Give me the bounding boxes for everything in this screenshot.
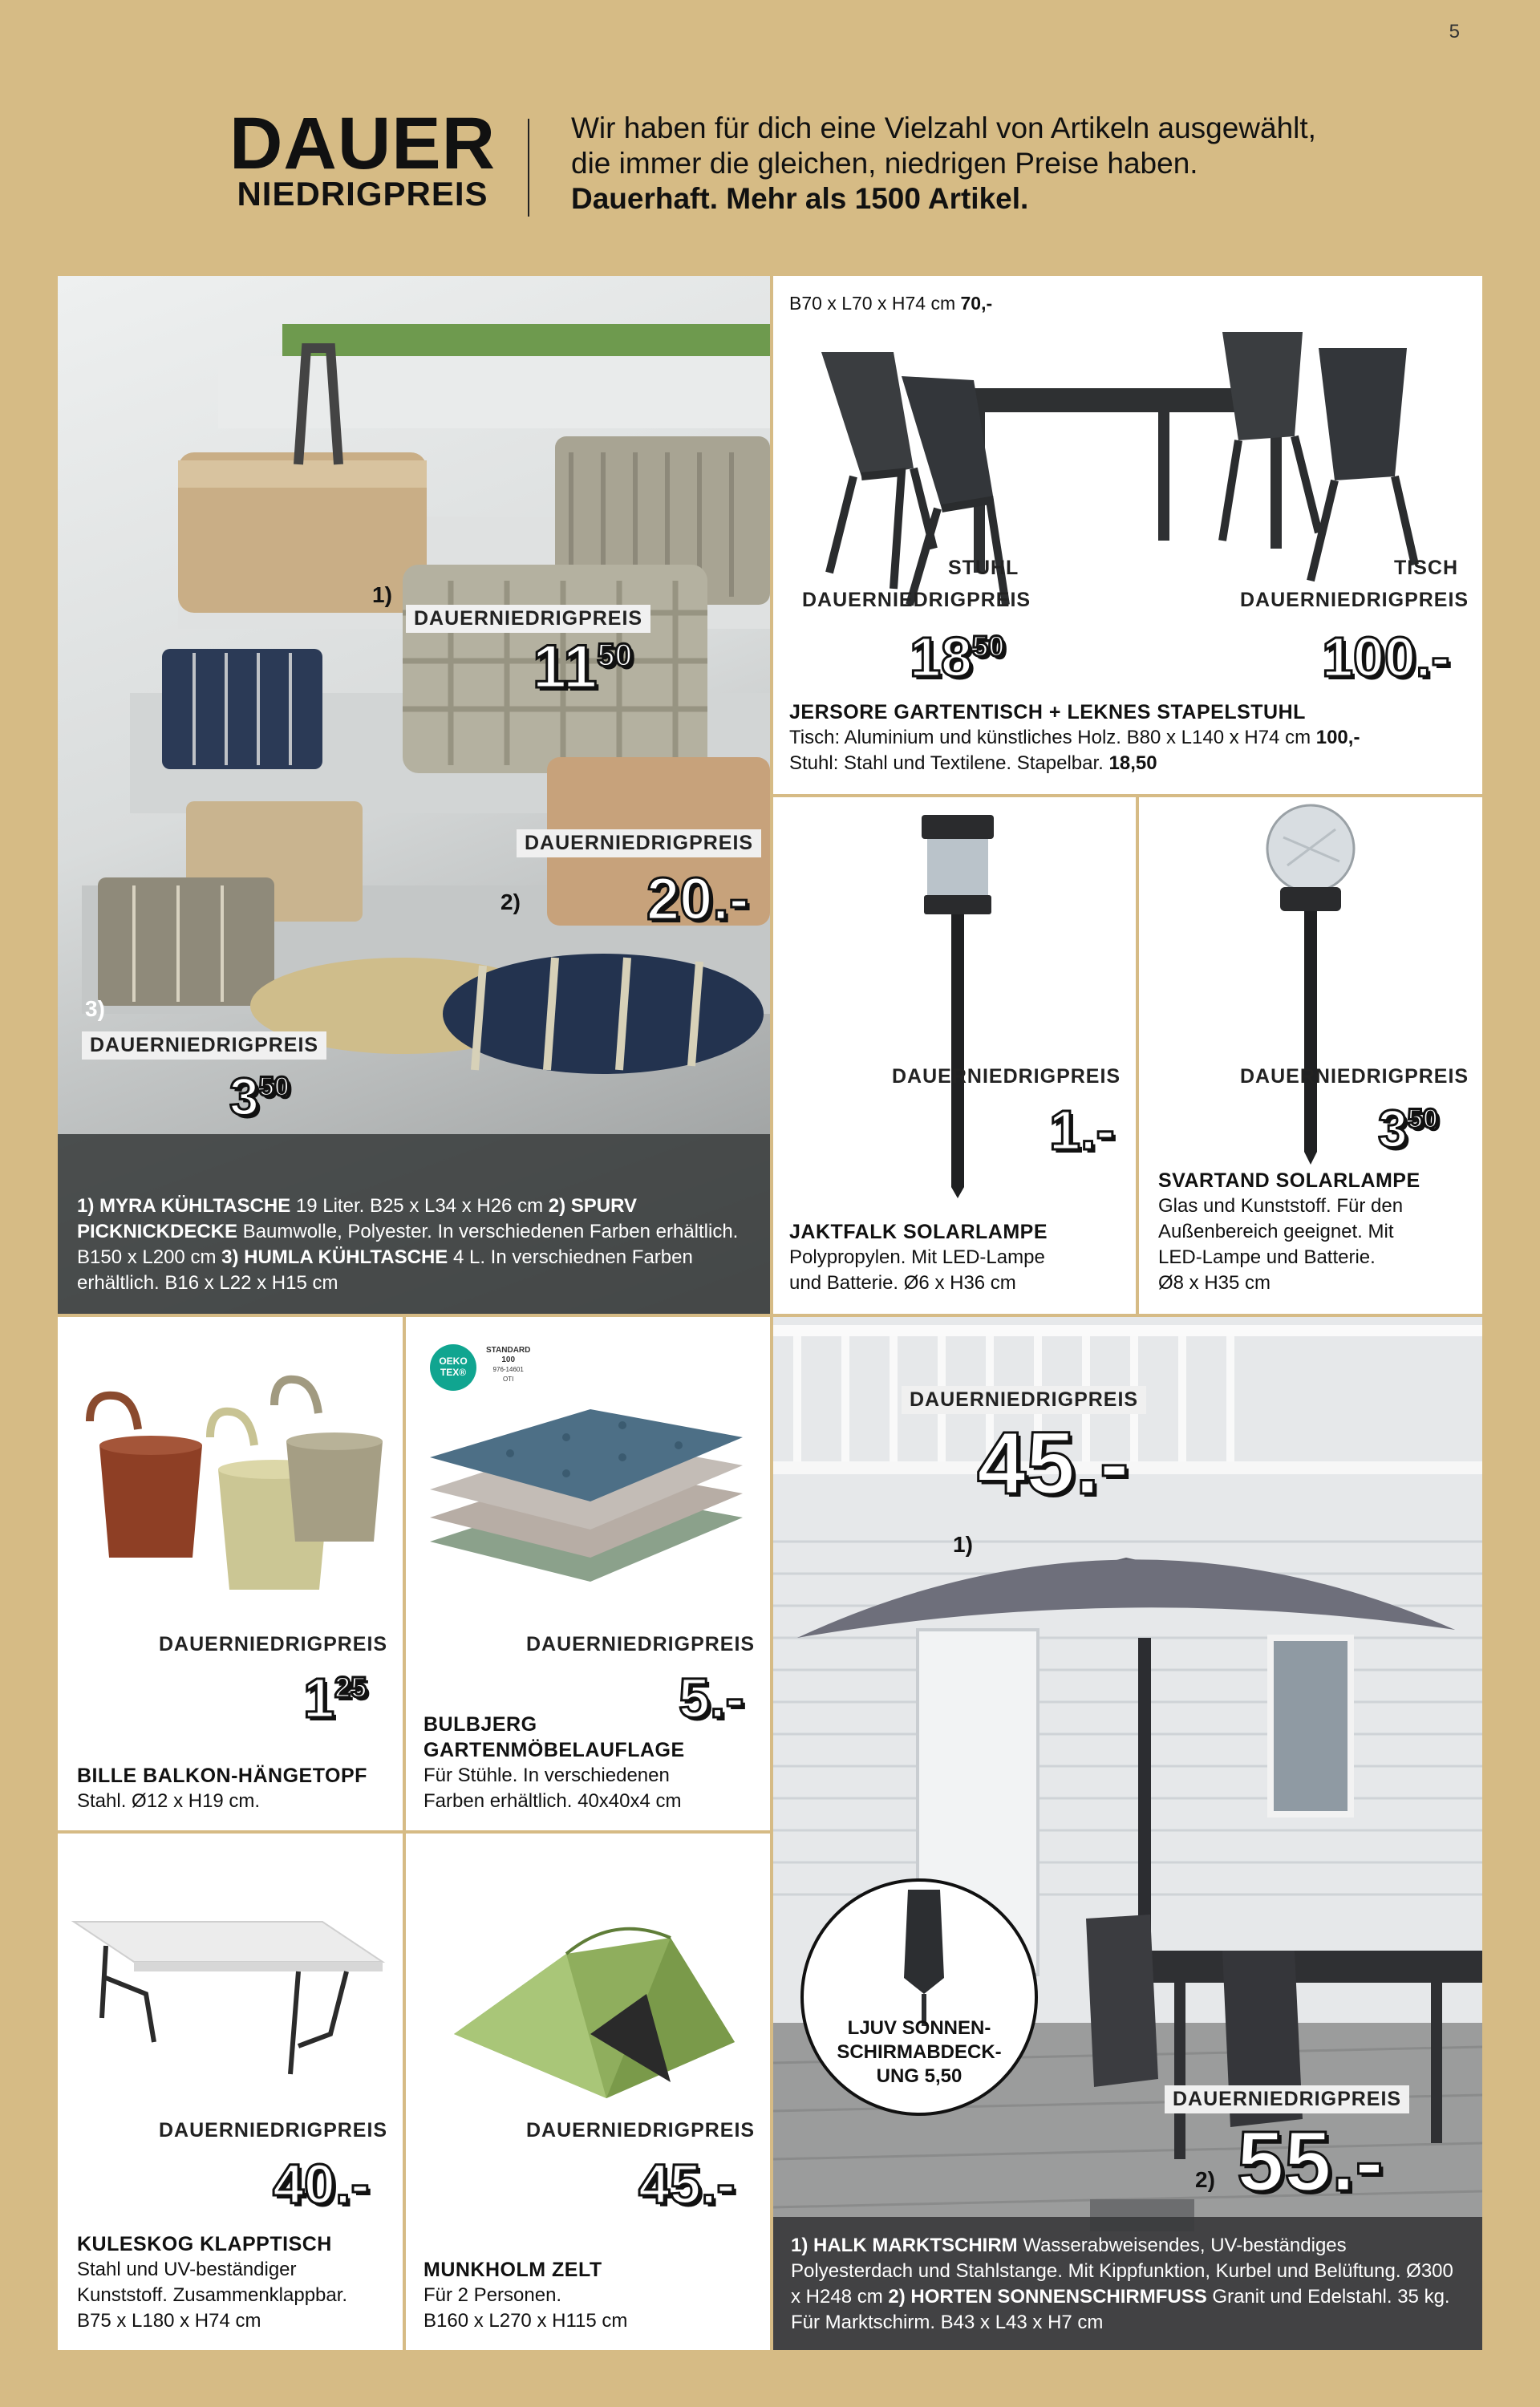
price-label-jaktfalk: DAUERNIEDRIGPREIS (892, 1065, 1121, 1088)
picnic-desc-2: 2) SPURV PICKNICKDECKE (77, 1195, 637, 1242)
picnic-desc-4: 3) HUMLA KÜHLTASCHE (221, 1246, 448, 1268)
price-halk: 45.- (977, 1414, 1129, 1513)
price-jaktfalk: 1.- (1049, 1099, 1115, 1161)
standard-code: 976-14601 (492, 1366, 524, 1373)
munkholm-title: MUNKHOLM ZELT (424, 2259, 602, 2281)
garden-set-line-2 (789, 751, 1471, 776)
price-label-tisch: DAUERNIEDRIGPREIS (1240, 589, 1469, 611)
picnic-cell (58, 276, 770, 1314)
oeko-line-1: OEKO (439, 1355, 468, 1367)
svartand-desc-1: Glas und Kunststoff. Für den (1158, 1195, 1404, 1217)
munkholm-tent-image (406, 1834, 770, 2122)
bulbjerg-desc-1: Für Stühle. In verschiedenen (424, 1765, 670, 1786)
cover-line-1: LJUV SONNEN- (847, 2017, 991, 2039)
cover-text (804, 2016, 1035, 2089)
svartand-desc-3: LED-Lampe und Batterie. (1158, 1246, 1376, 1268)
umbrella-desc-2: 2) HORTEN SONNENSCHIRMFUSS (888, 2286, 1207, 2308)
garden-set-line-1-a: Tisch: Aluminium und künstliches Holz. B80 x L140 x H74 cm (789, 727, 1316, 748)
page-number: 5 (1449, 21, 1460, 43)
price-label-bulbjerg: DAUERNIEDRIGPREIS (526, 1633, 756, 1655)
garden-set-text (789, 699, 1471, 776)
kuleskog-text (77, 2231, 398, 2334)
umbrella-marker-2: 2) (1195, 2167, 1215, 2192)
price-humla-sup: 50 (258, 1072, 290, 1102)
bille-desc: Stahl. Ø12 x H19 cm. (77, 1790, 261, 1812)
price-myra-sup: 50 (597, 638, 633, 673)
header-line-1: Wir haben für dich eine Vielzahl von Artikeln ausgewählt, (571, 111, 1316, 144)
picnic-desc-1: 19 Liter. B25 x L34 x H26 cm (290, 1195, 549, 1217)
umbrella-desc-3: Granit und Edelstahl. 35 kg. Für Marktschirm. B43 x L43 x H7 cm (791, 2286, 1450, 2333)
brand-line-dauer: DAUER (229, 103, 496, 184)
cover-circle (800, 1878, 1038, 2116)
svartand-desc-4: Ø8 x H35 cm (1158, 1272, 1271, 1294)
brand-line-niedrigpreis: NIEDRIGPREIS (237, 175, 488, 213)
header-line-3: Dauerhaft. Mehr als 1500 Artikel. (571, 182, 1029, 215)
munkholm-desc-2: B160 x L270 x H115 cm (424, 2310, 628, 2332)
svartand-desc-2: Außenbereich geeignet. Mit (1158, 1221, 1394, 1242)
price-svartand-main: 3 (1378, 1099, 1408, 1158)
picnic-desc-5: 4 L. In verschiednen Farben erhältlich. B16 x L22 x H15 cm (77, 1246, 693, 1294)
price-label-stuhl: DAUERNIEDRIGPREIS (802, 589, 1031, 611)
price-label-horten: DAUERNIEDRIGPREIS (1165, 2085, 1409, 2113)
price-stuhl (910, 626, 1005, 688)
header-text (571, 111, 1316, 217)
kuleskog-table-image (58, 1834, 403, 2122)
umbrella-cell (773, 1317, 1482, 2350)
price-label-bille: DAUERNIEDRIGPREIS (159, 1633, 388, 1655)
bulbjerg-cushions-image (406, 1317, 770, 1606)
picnic-photo (58, 276, 770, 1314)
jaktfalk-cell (773, 797, 1136, 1314)
marker-2: 2) (500, 889, 521, 914)
price-label-humla: DAUERNIEDRIGPREIS (82, 1031, 326, 1060)
tisch-label: TISCH (1394, 557, 1458, 579)
price-tisch: 100.- (1322, 626, 1450, 688)
price-label-halk: DAUERNIEDRIGPREIS (902, 1386, 1146, 1414)
garden-set-line-1-b: 100,- (1315, 727, 1360, 748)
munkholm-text (424, 2257, 760, 2334)
bulbjerg-title-1: BULBJERG (424, 1713, 537, 1736)
price-label-spurv: DAUERNIEDRIGPREIS (517, 829, 761, 857)
marker-3: 3) (85, 996, 105, 1021)
garden-set-cell (773, 276, 1482, 794)
price-bille-main: 1 (303, 1667, 334, 1729)
garden-set-title: JERSORE GARTENTISCH + LEKNES STAPELSTUHL (789, 701, 1306, 723)
header-line-2: die immer die gleichen, niedrigen Preise haben. (571, 147, 1198, 180)
garden-set-line-1 (789, 725, 1471, 751)
bulbjerg-text (424, 1712, 760, 1814)
header-divider (528, 119, 529, 217)
kuleskog-desc-2: Kunststoff. Zusammenklappbar. (77, 2284, 348, 2306)
svartand-cell (1139, 797, 1482, 1314)
stuhl-label: STUHL (948, 557, 1019, 579)
price-bille-sup: 25 (334, 1671, 367, 1704)
umbrella-desc-1: Wasserabweisendes, UV-beständiges Polyesterdach und Stahlstange. Mit Kippfunktion, Kurbel und Belüftung. Ø300 x H248 cm (791, 2235, 1453, 2308)
marker-1: 1) (372, 582, 392, 607)
jaktfalk-title: JAKTFALK SOLARLAMPE (789, 1221, 1048, 1243)
price-label-kuleskog: DAUERNIEDRIGPREIS (159, 2119, 388, 2142)
price-bille (303, 1667, 367, 1729)
jaktfalk-desc-2: und Batterie. Ø6 x H36 cm (789, 1272, 1016, 1294)
umbrella-description (791, 2233, 1465, 2336)
garden-set-line-2-a: Stuhl: Stahl und Textilene. Stapelbar. (789, 752, 1109, 774)
munkholm-desc-1: Für 2 Personen. (424, 2284, 562, 2306)
picnic-desc-3: Baumwolle, Polyester. In verschiedenen Farben erhältlich. B150 x L200 cm (77, 1221, 739, 1268)
garden-top-note-a: B70 x L70 x H74 cm (789, 293, 961, 314)
price-myra (533, 633, 633, 701)
price-svartand (1378, 1099, 1438, 1158)
price-spurv: 20.- (646, 865, 749, 932)
price-label-munkholm: DAUERNIEDRIGPREIS (526, 2119, 756, 2142)
svartand-text (1158, 1168, 1479, 1296)
munkholm-cell (406, 1834, 770, 2350)
standard-line-1: STANDARD (486, 1346, 531, 1355)
cover-line-3: UNG 5,50 (876, 2065, 962, 2087)
price-label-svartand: DAUERNIEDRIGPREIS (1240, 1065, 1469, 1088)
kuleskog-cell (58, 1834, 403, 2350)
bulbjerg-desc-2: Farben erhältlich. 40x40x4 cm (424, 1790, 682, 1812)
garden-set-line-2-b: 18,50 (1108, 752, 1157, 774)
jaktfalk-desc-1: Polypropylen. Mit LED-Lampe (789, 1246, 1045, 1268)
standard-code-2: OTI (503, 1376, 514, 1383)
umbrella-marker-1: 1) (953, 1532, 973, 1557)
cover-line-2: SCHIRMABDECK- (837, 2041, 1002, 2063)
bille-pots-image (58, 1317, 403, 1622)
price-horten: 55.- (1237, 2114, 1384, 2209)
price-humla (229, 1067, 290, 1126)
bulbjerg-cell (406, 1317, 770, 1830)
umbrella-desc-0: 1) HALK MARKTSCHIRM (791, 2235, 1018, 2256)
kuleskog-title: KULESKOG KLAPPTISCH (77, 2233, 332, 2255)
picnic-desc-0: 1) MYRA KÜHLTASCHE (77, 1195, 291, 1217)
price-label-myra: DAUERNIEDRIGPREIS (406, 605, 650, 633)
price-munkholm: 45.- (638, 2153, 736, 2215)
oeko-line-2: TEX® (440, 1367, 467, 1378)
picnic-description (77, 1193, 751, 1296)
price-stuhl-sup: 50 (971, 630, 1005, 663)
price-myra-main: 11 (533, 633, 598, 701)
jaktfalk-text (789, 1219, 1126, 1296)
bille-cell (58, 1317, 403, 1830)
bulbjerg-title-2: GARTENMÖBELAUFLAGE (424, 1739, 685, 1761)
garden-top-note-b: 70,- (960, 293, 993, 314)
svartand-title: SVARTAND SOLARLAMPE (1158, 1169, 1420, 1192)
kuleskog-desc-3: B75 x L180 x H74 cm (77, 2310, 261, 2332)
price-stuhl-main: 18 (910, 626, 972, 688)
standard-line-2: 100 (501, 1355, 516, 1364)
kuleskog-desc-1: Stahl und UV-beständiger (77, 2259, 297, 2280)
bille-title: BILLE BALKON-HÄNGETOPF (77, 1765, 367, 1787)
price-bulbjerg: 5.- (679, 1667, 744, 1729)
price-kuleskog: 40.- (273, 2153, 370, 2215)
price-svartand-sup: 50 (1407, 1104, 1438, 1134)
price-humla-main: 3 (229, 1067, 259, 1126)
bille-text (77, 1763, 398, 1814)
brand-logo (226, 103, 499, 213)
